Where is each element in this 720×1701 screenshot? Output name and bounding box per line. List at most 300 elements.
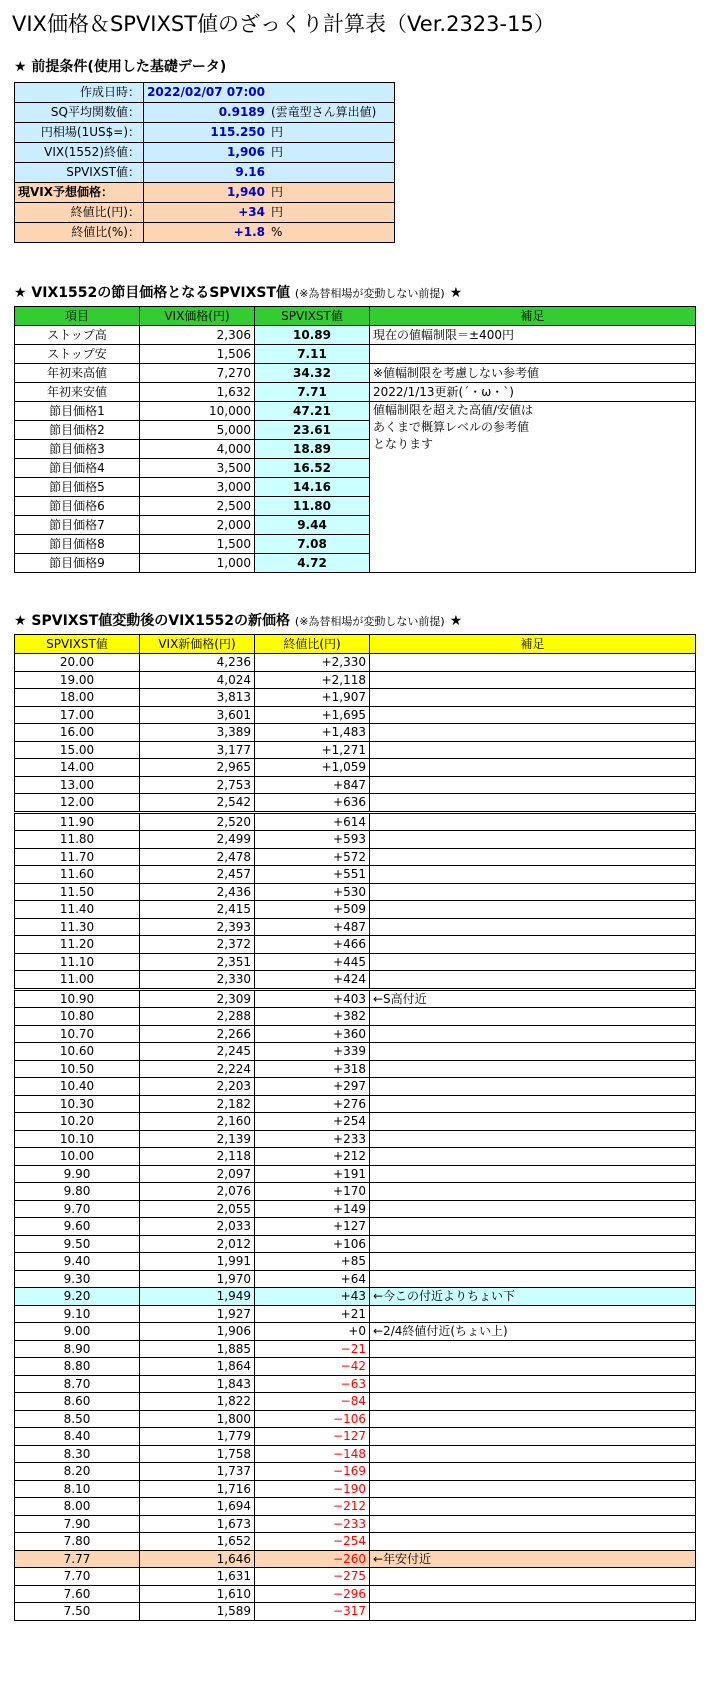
main-price: 4,236 — [140, 654, 255, 672]
main-note — [370, 812, 696, 831]
main-price: 4,024 — [140, 671, 255, 689]
main-note — [370, 848, 696, 866]
ref-spvixst: 7.08 — [255, 535, 370, 554]
main-note — [370, 1113, 696, 1131]
main-spvixst: 16.00 — [15, 724, 140, 742]
main-price: 2,245 — [140, 1043, 255, 1061]
main-heading-note: (※為替相場が変動しない前提) — [294, 615, 445, 628]
main-diff: +276 — [255, 1095, 370, 1113]
main-spvixst: 8.50 — [15, 1410, 140, 1428]
main-note — [370, 1165, 696, 1183]
main-row — [15, 1113, 696, 1131]
main-note — [370, 1095, 696, 1113]
main-diff: +1,695 — [255, 706, 370, 724]
main-price: 1,589 — [140, 1603, 255, 1621]
ref-spvixst: 4.72 — [255, 554, 370, 573]
main-spvixst: 14.00 — [15, 759, 140, 777]
premise-value: 2022/02/07 07:00 — [144, 83, 269, 103]
main-diff: +0 — [255, 1323, 370, 1341]
ref-item: 節目価格4 — [15, 459, 140, 478]
main-row — [15, 1060, 696, 1078]
main-spvixst: 8.70 — [15, 1375, 140, 1393]
ref-block-note — [370, 402, 696, 573]
ref-price: 1,500 — [140, 535, 255, 554]
main-price: 2,224 — [140, 1060, 255, 1078]
main-row — [15, 1550, 696, 1568]
main-row — [15, 1165, 696, 1183]
main-price: 1,949 — [140, 1288, 255, 1306]
main-note — [370, 1218, 696, 1236]
main-row — [15, 1498, 696, 1516]
main-diff: +1,483 — [255, 724, 370, 742]
main-spvixst: 10.20 — [15, 1113, 140, 1131]
premise-value: 115.250 — [144, 123, 269, 143]
ref-note: 2022/1/13更新(´・ω・`) — [370, 383, 696, 402]
main-note: ←2/4終値付近(ちょい上) — [370, 1323, 696, 1341]
main-diff: +551 — [255, 866, 370, 884]
main-diff: +593 — [255, 831, 370, 849]
main-diff: +636 — [255, 794, 370, 813]
premise-label: 現VIX予想価格： — [15, 183, 144, 203]
main-diff: +43 — [255, 1288, 370, 1306]
main-note — [370, 901, 696, 919]
main-diff: +424 — [255, 971, 370, 990]
main-spvixst: 9.40 — [15, 1253, 140, 1271]
main-price: 2,499 — [140, 831, 255, 849]
main-row — [15, 759, 696, 777]
premise-label: SPVIXST値： — [15, 163, 144, 183]
main-note — [370, 1515, 696, 1533]
premise-unit: 円 — [268, 143, 395, 163]
main-spvixst: 12.00 — [15, 794, 140, 813]
main-spvixst: 8.80 — [15, 1358, 140, 1376]
main-note — [370, 1445, 696, 1463]
premise-label: SQ平均関数値： — [15, 103, 144, 123]
main-spvixst: 10.50 — [15, 1060, 140, 1078]
premise-label: 終値比(%)： — [15, 223, 144, 243]
premise-row — [15, 223, 395, 243]
main-row — [15, 1410, 696, 1428]
main-heading-star: ★ — [449, 613, 463, 629]
main-price: 1,779 — [140, 1428, 255, 1446]
main-price: 1,646 — [140, 1550, 255, 1568]
main-diff: +487 — [255, 918, 370, 936]
ref-spvixst: 10.89 — [255, 326, 370, 345]
main-row — [15, 1585, 696, 1603]
main-spvixst: 8.40 — [15, 1428, 140, 1446]
main-diff: +614 — [255, 812, 370, 831]
main-price: 1,694 — [140, 1498, 255, 1516]
main-row — [15, 1130, 696, 1148]
ref-price: 2,000 — [140, 516, 255, 535]
main-row — [15, 1095, 696, 1113]
main-price: 2,182 — [140, 1095, 255, 1113]
main-note: ←S高付近 — [370, 989, 696, 1008]
main-diff: +127 — [255, 1218, 370, 1236]
main-header-row — [15, 635, 696, 654]
premise-label: 円相場(1US$=)： — [15, 123, 144, 143]
main-price: 2,542 — [140, 794, 255, 813]
main-diff: +530 — [255, 883, 370, 901]
premise-label: 終値比(円)： — [15, 203, 144, 223]
main-note — [370, 654, 696, 672]
main-note — [370, 866, 696, 884]
main-row — [15, 654, 696, 672]
main-note — [370, 936, 696, 954]
ref-price: 2,306 — [140, 326, 255, 345]
ref-item: 節目価格7 — [15, 516, 140, 535]
main-note — [370, 1200, 696, 1218]
ref-price: 2,500 — [140, 497, 255, 516]
premise-unit — [268, 83, 395, 103]
main-spvixst: 19.00 — [15, 671, 140, 689]
main-row — [15, 848, 696, 866]
main-header-cell: 補足 — [370, 635, 696, 654]
main-price: 2,415 — [140, 901, 255, 919]
main-note — [370, 689, 696, 707]
main-diff: +318 — [255, 1060, 370, 1078]
main-diff: +191 — [255, 1165, 370, 1183]
main-note — [370, 1375, 696, 1393]
main-price: 1,843 — [140, 1375, 255, 1393]
main-price: 1,716 — [140, 1480, 255, 1498]
main-diff: +21 — [255, 1305, 370, 1323]
main-spvixst: 8.90 — [15, 1340, 140, 1358]
main-note — [370, 671, 696, 689]
main-row — [15, 901, 696, 919]
ref-spvixst: 23.61 — [255, 421, 370, 440]
main-diff: +847 — [255, 776, 370, 794]
main-note — [370, 1463, 696, 1481]
main-row — [15, 1305, 696, 1323]
main-diff: −127 — [255, 1428, 370, 1446]
main-price: 2,055 — [140, 1200, 255, 1218]
main-spvixst: 9.30 — [15, 1270, 140, 1288]
main-row — [15, 953, 696, 971]
main-note: ←今この付近よりちょい下 — [370, 1288, 696, 1306]
main-spvixst: 8.30 — [15, 1445, 140, 1463]
ref-row — [15, 402, 696, 421]
main-price: 3,389 — [140, 724, 255, 742]
main-spvixst: 7.70 — [15, 1568, 140, 1586]
premise-row — [15, 203, 395, 223]
premise-label: VIX(1552)終値： — [15, 143, 144, 163]
main-row — [15, 1270, 696, 1288]
premise-row — [15, 183, 395, 203]
ref-note — [370, 345, 696, 364]
ref-item: 節目価格2 — [15, 421, 140, 440]
main-note — [370, 1148, 696, 1166]
main-note — [370, 1603, 696, 1621]
premise-label: 作成日時： — [15, 83, 144, 103]
premise-row — [15, 123, 395, 143]
main-price: 1,758 — [140, 1445, 255, 1463]
main-row — [15, 1253, 696, 1271]
main-price: 2,266 — [140, 1025, 255, 1043]
main-price: 2,351 — [140, 953, 255, 971]
main-spvixst: 8.20 — [15, 1463, 140, 1481]
main-note — [370, 1025, 696, 1043]
main-row — [15, 831, 696, 849]
ref-price: 1,506 — [140, 345, 255, 364]
ref-item: ストップ高 — [15, 326, 140, 345]
main-price: 2,436 — [140, 883, 255, 901]
main-spvixst: 11.00 — [15, 971, 140, 990]
main-note — [370, 883, 696, 901]
main-note — [370, 1340, 696, 1358]
main-price: 1,737 — [140, 1463, 255, 1481]
main-note — [370, 776, 696, 794]
ref-block-note-line: 値幅制限を超えた高値/安値は — [373, 403, 534, 417]
ref-spvixst: 16.52 — [255, 459, 370, 478]
main-price: 1,822 — [140, 1393, 255, 1411]
ref-price: 3,000 — [140, 478, 255, 497]
main-price: 3,601 — [140, 706, 255, 724]
main-heading — [14, 610, 462, 630]
main-spvixst: 10.10 — [15, 1130, 140, 1148]
main-diff: +85 — [255, 1253, 370, 1271]
main-diff: −233 — [255, 1515, 370, 1533]
ref-item: 節目価格8 — [15, 535, 140, 554]
ref-heading-star: ★ — [449, 285, 463, 301]
main-note — [370, 1358, 696, 1376]
main-price: 1,906 — [140, 1323, 255, 1341]
main-row — [15, 1148, 696, 1166]
main-spvixst: 7.90 — [15, 1515, 140, 1533]
premise-table — [14, 82, 395, 243]
main-price: 2,139 — [140, 1130, 255, 1148]
ref-header-cell: VIX価格(円) — [140, 307, 255, 326]
main-row — [15, 936, 696, 954]
main-price: 2,309 — [140, 989, 255, 1008]
premise-unit: % — [268, 223, 395, 243]
main-spvixst: 11.30 — [15, 918, 140, 936]
main-price: 2,753 — [140, 776, 255, 794]
main-price: 2,393 — [140, 918, 255, 936]
ref-price: 4,000 — [140, 440, 255, 459]
main-note — [370, 1078, 696, 1096]
main-diff: −317 — [255, 1603, 370, 1621]
ref-row — [15, 345, 696, 364]
main-spvixst: 7.77 — [15, 1550, 140, 1568]
main-diff: +149 — [255, 1200, 370, 1218]
main-diff: +106 — [255, 1235, 370, 1253]
main-row — [15, 812, 696, 831]
premise-value: 0.9189 — [144, 103, 269, 123]
main-row — [15, 1375, 696, 1393]
main-diff: +233 — [255, 1130, 370, 1148]
main-diff: −63 — [255, 1375, 370, 1393]
main-price: 2,076 — [140, 1183, 255, 1201]
main-row — [15, 1025, 696, 1043]
main-price: 1,610 — [140, 1585, 255, 1603]
main-price: 2,520 — [140, 812, 255, 831]
main-diff: +445 — [255, 953, 370, 971]
main-note — [370, 1060, 696, 1078]
main-diff: −42 — [255, 1358, 370, 1376]
main-row — [15, 989, 696, 1008]
main-diff: +170 — [255, 1183, 370, 1201]
main-note — [370, 831, 696, 849]
main-diff: +297 — [255, 1078, 370, 1096]
main-header-cell: 終値比(円) — [255, 635, 370, 654]
premise-row — [15, 83, 395, 103]
main-note — [370, 971, 696, 990]
main-price: 1,991 — [140, 1253, 255, 1271]
ref-item: 節目価格9 — [15, 554, 140, 573]
ref-heading — [14, 282, 462, 302]
main-note — [370, 1043, 696, 1061]
main-spvixst: 9.20 — [15, 1288, 140, 1306]
main-row — [15, 794, 696, 813]
ref-item: 年初来安値 — [15, 383, 140, 402]
ref-price: 1,632 — [140, 383, 255, 402]
main-row — [15, 1358, 696, 1376]
main-diff: +254 — [255, 1113, 370, 1131]
premise-unit: 円 — [268, 183, 395, 203]
main-spvixst: 11.80 — [15, 831, 140, 849]
main-note — [370, 1533, 696, 1551]
ref-header-row — [15, 307, 696, 326]
main-price: 2,033 — [140, 1218, 255, 1236]
main-diff: −190 — [255, 1480, 370, 1498]
ref-block-note-line: あくまで概算レベルの参考値 — [373, 420, 530, 434]
main-row — [15, 1008, 696, 1026]
main-note — [370, 1270, 696, 1288]
main-note — [370, 741, 696, 759]
main-spvixst: 9.80 — [15, 1183, 140, 1201]
ref-spvixst: 11.80 — [255, 497, 370, 516]
main-heading-text: ★ SPVIXST値変動後のVIX1552の新価格 — [14, 613, 291, 629]
main-spvixst: 11.20 — [15, 936, 140, 954]
ref-item: 節目価格1 — [15, 402, 140, 421]
ref-heading-text: ★ VIX1552の節目価格となるSPVIXST値 — [14, 285, 291, 301]
main-diff: +403 — [255, 989, 370, 1008]
main-spvixst: 17.00 — [15, 706, 140, 724]
main-spvixst: 11.10 — [15, 953, 140, 971]
main-diff: +572 — [255, 848, 370, 866]
main-price: 2,457 — [140, 866, 255, 884]
main-spvixst: 11.60 — [15, 866, 140, 884]
main-diff: +1,059 — [255, 759, 370, 777]
main-spvixst: 7.80 — [15, 1533, 140, 1551]
main-diff: +64 — [255, 1270, 370, 1288]
main-price: 1,631 — [140, 1568, 255, 1586]
main-price: 1,864 — [140, 1358, 255, 1376]
main-row — [15, 1183, 696, 1201]
main-spvixst: 11.90 — [15, 812, 140, 831]
main-diff: +360 — [255, 1025, 370, 1043]
main-price: 2,012 — [140, 1235, 255, 1253]
main-price: 3,177 — [140, 741, 255, 759]
page-title: VIX価格＆SPVIXST値のざっくり計算表（Ver.2323-15） — [12, 12, 555, 36]
main-row — [15, 1288, 696, 1306]
main-spvixst: 9.00 — [15, 1323, 140, 1341]
ref-row — [15, 326, 696, 345]
main-row — [15, 1393, 696, 1411]
ref-item: 年初来高値 — [15, 364, 140, 383]
main-diff: −84 — [255, 1393, 370, 1411]
main-diff: −275 — [255, 1568, 370, 1586]
main-spvixst: 8.10 — [15, 1480, 140, 1498]
main-spvixst: 8.00 — [15, 1498, 140, 1516]
main-diff: +2,330 — [255, 654, 370, 672]
ref-heading-note: (※為替相場が変動しない前提) — [294, 287, 445, 300]
ref-spvixst: 7.71 — [255, 383, 370, 402]
premise-row — [15, 143, 395, 163]
main-note — [370, 1568, 696, 1586]
main-price: 2,097 — [140, 1165, 255, 1183]
main-price: 2,372 — [140, 936, 255, 954]
main-note — [370, 1410, 696, 1428]
main-row — [15, 689, 696, 707]
main-row — [15, 1323, 696, 1341]
main-spvixst: 10.30 — [15, 1095, 140, 1113]
ref-price: 3,500 — [140, 459, 255, 478]
main-spvixst: 9.90 — [15, 1165, 140, 1183]
main-row — [15, 776, 696, 794]
main-diff: +1,271 — [255, 741, 370, 759]
ref-spvixst: 18.89 — [255, 440, 370, 459]
main-note: ←年安付近 — [370, 1550, 696, 1568]
main-spvixst: 10.60 — [15, 1043, 140, 1061]
main-row — [15, 1568, 696, 1586]
premise-value: 1,906 — [144, 143, 269, 163]
main-diff: −106 — [255, 1410, 370, 1428]
main-price: 3,813 — [140, 689, 255, 707]
main-row — [15, 1043, 696, 1061]
main-header-cell: VIX新価格(円) — [140, 635, 255, 654]
main-note — [370, 1130, 696, 1148]
ref-spvixst: 9.44 — [255, 516, 370, 535]
main-spvixst: 10.40 — [15, 1078, 140, 1096]
main-row — [15, 1445, 696, 1463]
main-row — [15, 671, 696, 689]
price-table — [14, 634, 696, 1621]
ref-price: 5,000 — [140, 421, 255, 440]
main-diff: −296 — [255, 1585, 370, 1603]
ref-item: 節目価格6 — [15, 497, 140, 516]
main-price: 1,800 — [140, 1410, 255, 1428]
main-note — [370, 759, 696, 777]
main-note — [370, 918, 696, 936]
ref-spvixst: 34.32 — [255, 364, 370, 383]
main-spvixst: 7.50 — [15, 1603, 140, 1621]
main-diff: −254 — [255, 1533, 370, 1551]
main-row — [15, 741, 696, 759]
main-spvixst: 10.90 — [15, 989, 140, 1008]
main-spvixst: 8.60 — [15, 1393, 140, 1411]
premise-row — [15, 103, 395, 123]
main-note — [370, 1305, 696, 1323]
main-note — [370, 1393, 696, 1411]
ref-price: 1,000 — [140, 554, 255, 573]
ref-price: 10,000 — [140, 402, 255, 421]
main-spvixst: 9.60 — [15, 1218, 140, 1236]
main-price: 2,160 — [140, 1113, 255, 1131]
main-diff: −169 — [255, 1463, 370, 1481]
ref-header-cell: 補足 — [370, 307, 696, 326]
main-row — [15, 1218, 696, 1236]
main-note — [370, 1585, 696, 1603]
premise-value: 9.16 — [144, 163, 269, 183]
main-diff: −148 — [255, 1445, 370, 1463]
main-diff: +2,118 — [255, 671, 370, 689]
premise-unit: 円 — [268, 123, 395, 143]
ref-item: ストップ安 — [15, 345, 140, 364]
main-row — [15, 1533, 696, 1551]
main-price: 2,118 — [140, 1148, 255, 1166]
